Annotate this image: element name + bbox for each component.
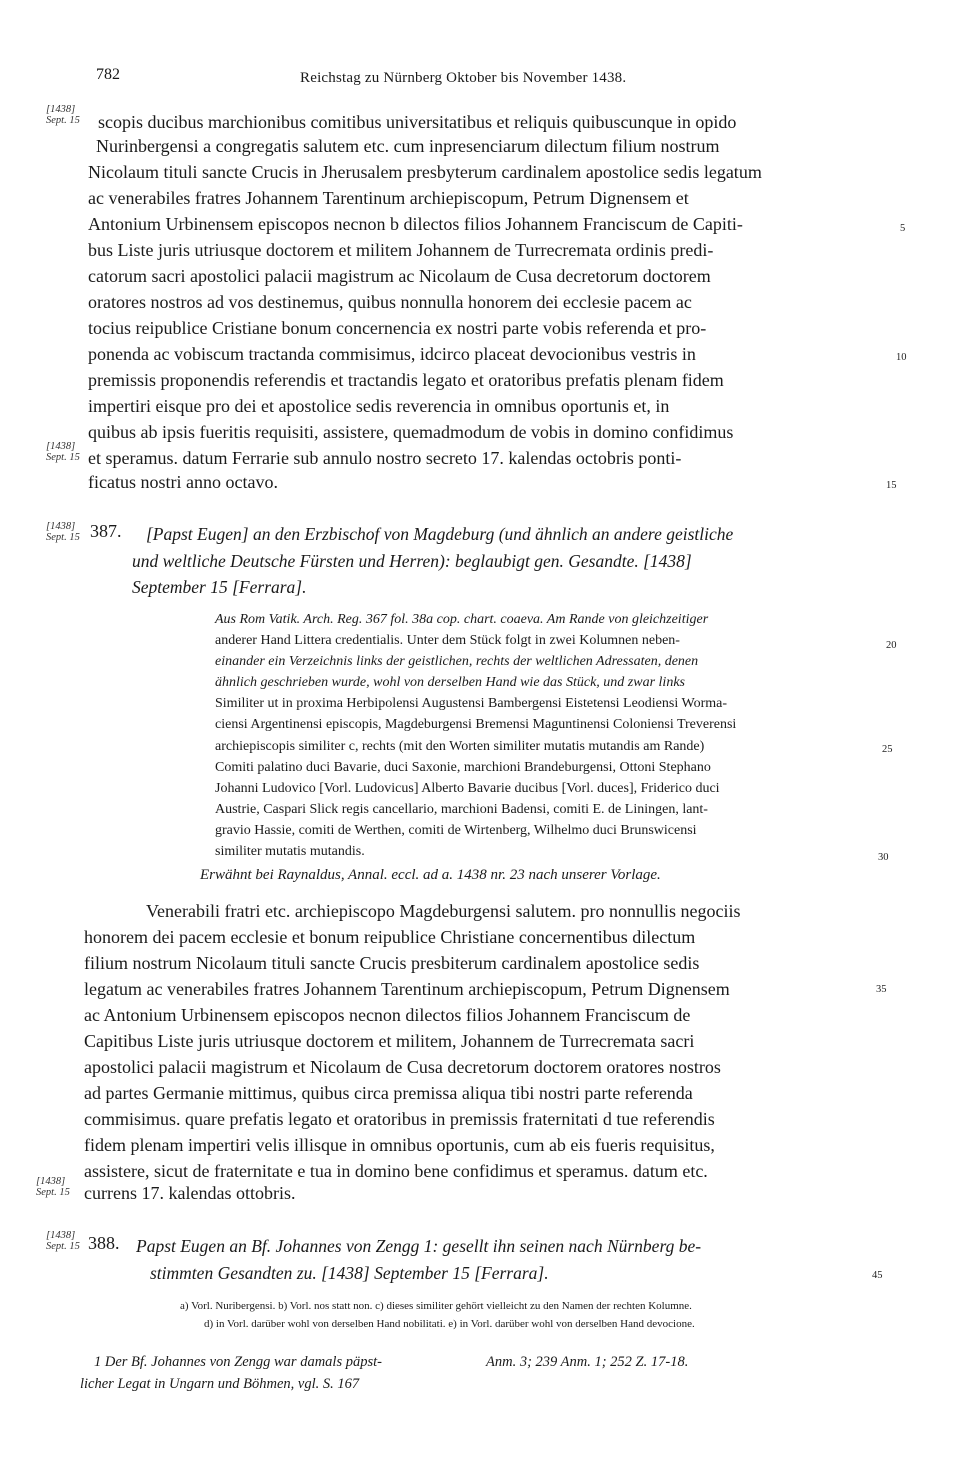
line-number: 10 — [896, 352, 907, 363]
line-number: 15 — [886, 480, 897, 491]
body-line: honorem dei pacem ecclesie et bonum reipublice Christiane concernentibus dilectum — [84, 927, 696, 947]
apparatus-footnote: d) in Vorl. darüber wohl von derselben Hand nobilitati. e) in Vorl. darüber wohl von derselben Hand devocione. — [204, 1318, 695, 1330]
body-line: Venerabili fratri etc. archiepiscopo Magdeburgensi salutem. pro nonnullis negociis — [146, 901, 741, 921]
source-line: anderer Hand Littera credentialis. Unter dem Stück folgt in zwei Kolumnen neben- — [215, 633, 680, 648]
margin-date-note: [1438] Sept. 15 — [46, 441, 80, 463]
text-line: premissis proponendis referendis et tractandis legato et oratoribus prefatis plenam fidem — [88, 370, 724, 390]
source-line: Similiter ut in proxima Herbipolensi Augustensi Bambergensi Eistetensi Leodiensi Worma- — [215, 696, 728, 711]
source-line: Aus Rom Vatik. Arch. Reg. 367 fol. 38a cop. chart. coaeva. Am Rande von gleichzeitiger — [215, 612, 709, 627]
entry-title-line: [Papst Eugen] an den Erzbischof von Magdeburg (und ähnlich an andere geistliche — [146, 524, 734, 544]
text-line: tocius reipublice Cristiane bonum concernencia ex nostri parte vobis referenda et pro- — [88, 318, 707, 338]
source-line: gravio Hassie, comiti de Werthen, comiti de Wirtenberg, Wilhelmo duci Brunswicensi — [215, 823, 697, 838]
source-line: ähnlich geschrieben wurde, wohl von derselben Hand wie das Stück, und zwar links — [215, 675, 685, 690]
margin-date-note: [1438] Sept. 15 — [36, 1176, 70, 1198]
source-line: Erwähnt bei Raynaldus, Annal. eccl. ad a. 1438 nr. 23 nach unserer Vorlage. — [200, 867, 661, 883]
line-number: 5 — [900, 223, 906, 234]
margin-date-note: [1438] Sept. 15 — [46, 521, 80, 543]
entry-number: 388. — [88, 1233, 120, 1253]
body-line: Capitibus Liste juris utriusque doctorem et militem, Johannem de Turrecremata sacri — [84, 1031, 695, 1051]
source-line: similiter mutatis mutandis. — [215, 844, 365, 859]
content-footnote: 1 Der Bf. Johannes von Zengg war damals päpst- — [94, 1354, 382, 1370]
line-number: 35 — [876, 984, 887, 995]
source-line: Comiti palatino duci Bavarie, duci Saxonie, marchioni Brandeburgensi, Ottoni Stephano — [215, 760, 711, 775]
line-number: 20 — [886, 640, 897, 651]
entry-title-line: und weltliche Deutsche Fürsten und Herren): beglaubigt gen. Gesandte. [1438] — [132, 551, 692, 571]
source-line: einander ein Verzeichnis links der geistlichen, rechts der weltlichen Adressaten, denen — [215, 654, 699, 669]
source-line: archiepiscopis similiter c, rechts (mit den Worten similiter mutatis mutandis am Rande) — [215, 739, 705, 754]
line-number: 45 — [872, 1270, 883, 1281]
text-line: bus Liste juris utriusque doctorem et militem Johannem de Turrecremata ordinis predi- — [88, 240, 714, 260]
line-number: 25 — [882, 744, 893, 755]
entry-title-line: stimmten Gesandten zu. [1438] September 15 [Ferrara]. — [150, 1263, 549, 1283]
line-number: 30 — [878, 852, 889, 863]
text-line: scopis ducibus marchionibus comitibus universitatibus et reliquis quibuscunque in opido — [98, 112, 737, 132]
source-line: Austrie, Caspari Slick regis cancellario, marchioni Badensi, comiti E. de Liningen, lant- — [215, 802, 708, 817]
text-line: ponenda ac vobiscum tractanda commisimus, idcirco placeat devocionibus vestris in — [88, 344, 696, 364]
running-title: Reichstag zu Nürnberg Oktober bis November 1438. — [300, 70, 627, 86]
entry-number: 387. — [90, 521, 122, 541]
source-line: Johanni Ludovico [Vorl. Ludovicus] Alberto Bavarie ducibus [Vorl. duces], Friderico duci — [215, 781, 720, 796]
body-line: filium nostrum Nicolaum tituli sancte Crucis presbiterum cardinalem apostolice sedis — [84, 953, 700, 973]
body-line: fidem plenam impertiri velis illisque in omnibus oportunis, cum ab eis fueris requisitus, — [84, 1135, 715, 1155]
content-footnote: Anm. 3; 239 Anm. 1; 252 Z. 17-18. — [486, 1354, 689, 1370]
body-line: ad partes Germanie mittimus, quibus circa premissa aliqua tibi nostri parte referenda — [84, 1083, 693, 1103]
entry-title-line: Papst Eugen an Bf. Johannes von Zengg 1: gesellt ihn seinen nach Nürnberg be- — [136, 1236, 702, 1256]
body-line: ac Antonium Urbinensem episcopos necnon dilectos filios Johannem Franciscum de — [84, 1005, 691, 1025]
body-line: apostolici palacii magistrum et Nicolaum de Cusa decretorum doctorem oratores nostros — [84, 1057, 721, 1077]
text-line: catorum sacri apostolici palacii magistrum ac Nicolaum de Cusa decretorum doctorem — [88, 266, 711, 286]
text-line: et speramus. datum Ferrarie sub annulo nostro secreto 17. kalendas octobris ponti- — [88, 448, 682, 468]
margin-date-note: [1438] Sept. 15 — [46, 1230, 80, 1252]
body-line: commisimus. quare prefatis legato et oratoribus in premissis fraternitati d tue referendis — [84, 1109, 715, 1129]
text-line: Nurinbergensi a congregatis salutem etc. cum inpresenciarum dilectum filium nostrum — [96, 136, 720, 156]
content-footnote: licher Legat in Ungarn und Böhmen, vgl. S. 167 — [80, 1376, 360, 1392]
apparatus-footnote: a) Vorl. Nuribergensi. b) Vorl. nos statt non. c) dieses similiter gehört vielleicht zu den Namen der rechten Kolumne. — [180, 1300, 692, 1312]
text-line: oratores nostros ad vos destinemus, quibus nonnulla honorem dei ecclesie pacem ac — [88, 292, 692, 312]
body-line: assistere, sicut de fraternitate e tua in domino bene confidimus et speramus. datum etc. — [84, 1161, 708, 1181]
source-line: ciensi Argentinensi episcopis, Magdeburgensi Bremensi Maguntinensi Coloniensi Treverensi — [215, 717, 737, 732]
page-number: 782 — [96, 66, 120, 83]
entry-title-line: September 15 [Ferrara]. — [132, 577, 307, 597]
body-line: legatum ac venerabiles fratres Johannem Tarentinum archiepiscopum, Petrum Dignensem — [84, 979, 730, 999]
text-line: Antonium Urbinensem episcopos necnon b dilectos filios Johannem Franciscum de Capiti- — [88, 214, 743, 234]
text-line: ac venerabiles fratres Johannem Tarentinum archiepiscopum, Petrum Dignensem et — [88, 188, 689, 208]
text-line: quibus ab ipsis fueritis requisiti, assistere, quemadmodum de vobis in domino confidimus — [88, 422, 734, 442]
body-line: currens 17. kalendas ottobris. — [84, 1183, 296, 1203]
text-line: Nicolaum tituli sancte Crucis in Jherusalem presbyterum cardinalem apostolice sedis legatum — [88, 162, 762, 182]
text-line: ficatus nostri anno octavo. — [88, 472, 278, 492]
margin-date-note: [1438] Sept. 15 — [46, 104, 80, 126]
text-line: impertiri eisque pro dei et apostolice sedis reverencia in omnibus oportunis et, in — [88, 396, 670, 416]
